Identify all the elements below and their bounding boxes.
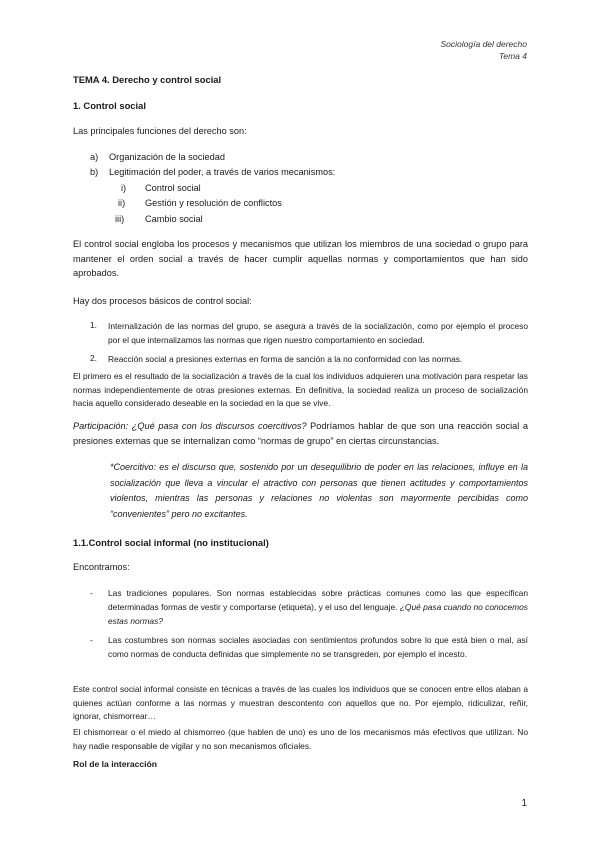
list-item-text: Las costumbres son normas sociales asociadas con sentimientos profundos sobre lo que está bien o mal, así como normas de conducta definidas que simplemente no se transgreden, por ejemplo el incesto. [108, 635, 528, 659]
list-item-text: Organización de la sociedad [109, 152, 225, 162]
list-marker: iii) [115, 214, 125, 224]
list-item-text: Control social [145, 183, 201, 193]
list-item [90, 319, 528, 347]
participation-answer: Podríamos hablar de que son una reacción social a presiones externas que se internalizan como “normas de grupo” en ciertas circunstancias. [73, 421, 528, 446]
paragraph-control-informal: Este control social informal consiste en técnicas a través de las cuales los individuos que se conocen entre ellos alaban a quienes actúan conforme a las normas y muestran descontento con aquellos que no. Por ejemplo, ridiculizar, reñir, ignorar, chismorrear… [73, 684, 528, 721]
list-item-text: Cambio social [145, 214, 203, 224]
paragraph-procesos: Hay dos procesos básicos de control social: [73, 296, 252, 306]
list-marker: a) [90, 152, 99, 162]
list-marker: ii) [118, 198, 126, 208]
encontramos-text: Encontramos: [73, 562, 130, 572]
list-marker: - [90, 588, 93, 598]
paragraph-control-social: El control social engloba los procesos y mecanismos que utilizan los miembros de una sociedad o grupo para mantener el orden social a través de hacer cumplir aquellas normas y comportamientos que han sido aprobados. [73, 239, 528, 278]
paragraph-participacion [73, 419, 528, 448]
list-item-text: Gestión y resolución de conflictos [145, 198, 282, 208]
header-course: Sociología del derecho [440, 39, 527, 49]
running-header [441, 38, 527, 62]
list-marker: - [90, 635, 93, 645]
participation-question: Participación: ¿Qué pasa con los discursos coercitivos? [73, 421, 307, 431]
tradiciones-question: ¿Qué pasa cuando no conocemos estas normas? [108, 602, 528, 626]
list-item [90, 633, 528, 661]
list-item-text [108, 586, 528, 628]
list-marker: 2. [90, 353, 97, 363]
section-heading-control-informal: 1.1.Control social informal (no institucional) [73, 537, 269, 548]
list-marker: i) [121, 183, 127, 193]
subheading-rol-interaccion: Rol de la interacción [73, 759, 158, 769]
list-item-text: Internalización de las normas del grupo, se asegura a través de la socialización, como por ejemplo el proceso por el que internalizamos las normas que rigen nuestro comportamiento en sociedad. [108, 321, 528, 345]
list-marker: 1. [90, 320, 97, 330]
paragraph-socializacion: El primero es el resultado de la socialización a través de la cual los individuos adquieren una motivación para respetar las normas independientemente de otras presiones externas. En definitiva, la sociedad realiza un proceso de socialización hacia aquello considerado deseable en la sociedad en la que se vive. [73, 371, 528, 408]
list-item-text: Legitimación del poder, a través de varios mecanismos: [109, 167, 336, 177]
list-item [90, 586, 528, 628]
list-item-text: Reacción social a presiones externas en forma de sanción a la no conformidad con las normas. [108, 354, 463, 364]
list-marker: b) [90, 167, 99, 177]
paragraph-chismorreo: El chismorrear o el miedo al chismorreo (que hablen de uno) es uno de los mecanismos más efectivos que utilizan. No hay nadie responsable de vigilar y no son mecanismos oficiales. [73, 727, 528, 751]
tradiciones-text: Las tradiciones populares. Son normas establecidas sobre prácticas comunes como las que especifican determinadas formas de vestir y comportarse (etiqueta), y el uso del lenguaje. [108, 588, 528, 612]
intro-text: Las principales funciones del derecho son: [73, 126, 247, 136]
definition-note: *Coercitivo: es el discurso que, sostenido por un desequilibrio de poder en las relaciones, influye en la socialización que lleva a vincular el atractivo con personas que tienen actitudes y comportamientos violentos, mientras las personas y relaciones no violentas son mayormente percibidas como “convenientes” pero no excitantes. [110, 462, 528, 519]
page-number: 1 [521, 798, 527, 809]
list-item [90, 352, 528, 366]
header-topic: Tema 4 [498, 51, 527, 61]
document-title: TEMA 4. Derecho y control social [73, 74, 222, 85]
section-heading-control-social: 1. Control social [73, 100, 146, 111]
